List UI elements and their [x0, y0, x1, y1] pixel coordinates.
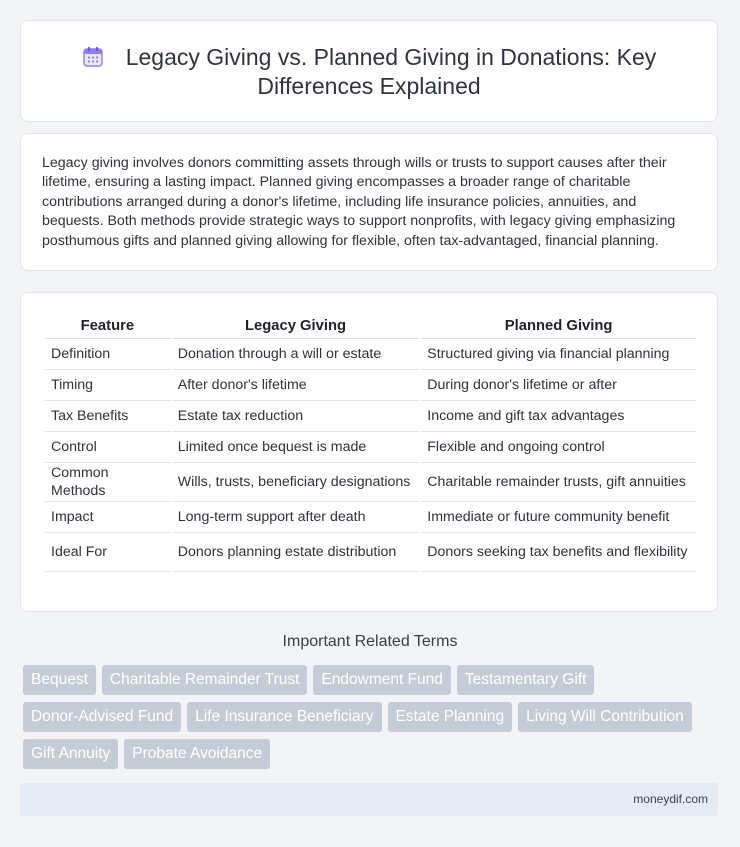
footer-source[interactable]: moneydif.com [633, 792, 708, 806]
row-feature: Impact [45, 502, 170, 533]
row-planned: Immediate or future community benefit [421, 502, 696, 533]
tag-testamentary-gift[interactable]: Testamentary Gift [457, 665, 594, 695]
tag-endowment-fund[interactable]: Endowment Fund [313, 665, 451, 695]
row-legacy: Long-term support after death [172, 502, 419, 533]
page-title-text: Legacy Giving vs. Planned Giving in Donations: Key Differences Explained [125, 44, 657, 99]
row-planned: Charitable remainder trusts, gift annuities [421, 463, 696, 502]
row-feature: Definition [45, 339, 170, 370]
page-title [21, 43, 717, 101]
row-legacy: Donation through a will or estate [172, 339, 419, 370]
row-feature: Tax Benefits [45, 401, 170, 432]
tag-donor-advised-fund[interactable]: Donor-Advised Fund [23, 702, 181, 732]
table-row [45, 339, 696, 370]
footer-bar [20, 783, 718, 816]
tag-living-will-contribution[interactable]: Living Will Contribution [518, 702, 692, 732]
tag-charitable-remainder-trust[interactable]: Charitable Remainder Trust [102, 665, 308, 695]
table-row [45, 463, 696, 502]
row-planned: Structured giving via financial planning [421, 339, 696, 370]
table-row [45, 432, 696, 463]
comparison-table [43, 316, 698, 572]
row-legacy: Estate tax reduction [172, 401, 419, 432]
header-feature: Feature [45, 316, 170, 339]
tag-probate-avoidance[interactable]: Probate Avoidance [124, 739, 270, 769]
row-planned: Donors seeking tax benefits and flexibility [421, 533, 696, 572]
row-feature: Ideal For [45, 533, 170, 572]
tag-life-insurance-beneficiary[interactable]: Life Insurance Beneficiary [187, 702, 381, 732]
tag-gift-annuity[interactable]: Gift Annuity [23, 739, 118, 769]
row-feature: Control [45, 432, 170, 463]
table-row [45, 533, 696, 572]
table-row [45, 502, 696, 533]
comparison-card [20, 292, 718, 612]
row-legacy: Wills, trusts, beneficiary designations [172, 463, 419, 502]
row-legacy: After donor's lifetime [172, 370, 419, 401]
table-row [45, 401, 696, 432]
header-legacy-giving: Legacy Giving [172, 316, 419, 339]
row-legacy: Limited once bequest is made [172, 432, 419, 463]
table-header-row [45, 316, 696, 339]
row-planned: During donor's lifetime or after [421, 370, 696, 401]
tag-bequest[interactable]: Bequest [23, 665, 96, 695]
intro-card [20, 133, 718, 271]
header-planned-giving: Planned Giving [421, 316, 696, 339]
row-feature: Common Methods [45, 463, 170, 502]
row-feature: Timing [45, 370, 170, 401]
row-planned: Income and gift tax advantages [421, 401, 696, 432]
table-row [45, 370, 696, 401]
tag-estate-planning[interactable]: Estate Planning [388, 702, 513, 732]
related-terms-list [23, 665, 723, 776]
row-planned: Flexible and ongoing control [421, 432, 696, 463]
row-legacy: Donors planning estate distribution [172, 533, 419, 572]
intro-paragraph: Legacy giving involves donors committing assets through wills or trusts to support causes after their lifetime, ensuring a lasting impact. Planned giving encompasses a broader range of charitable contributions arranged during a donor's lifetime, including life insurance policies, annuities, and bequests. Both methods provide strategic ways to support nonprofits, with legacy giving emphasizing posthumous gifts and planned giving allowing for flexible, often tax-advantaged, financial planning. [42, 155, 676, 249]
title-card [20, 20, 718, 122]
calendar-icon [82, 46, 104, 68]
related-terms-title: Important Related Terms [282, 633, 458, 650]
